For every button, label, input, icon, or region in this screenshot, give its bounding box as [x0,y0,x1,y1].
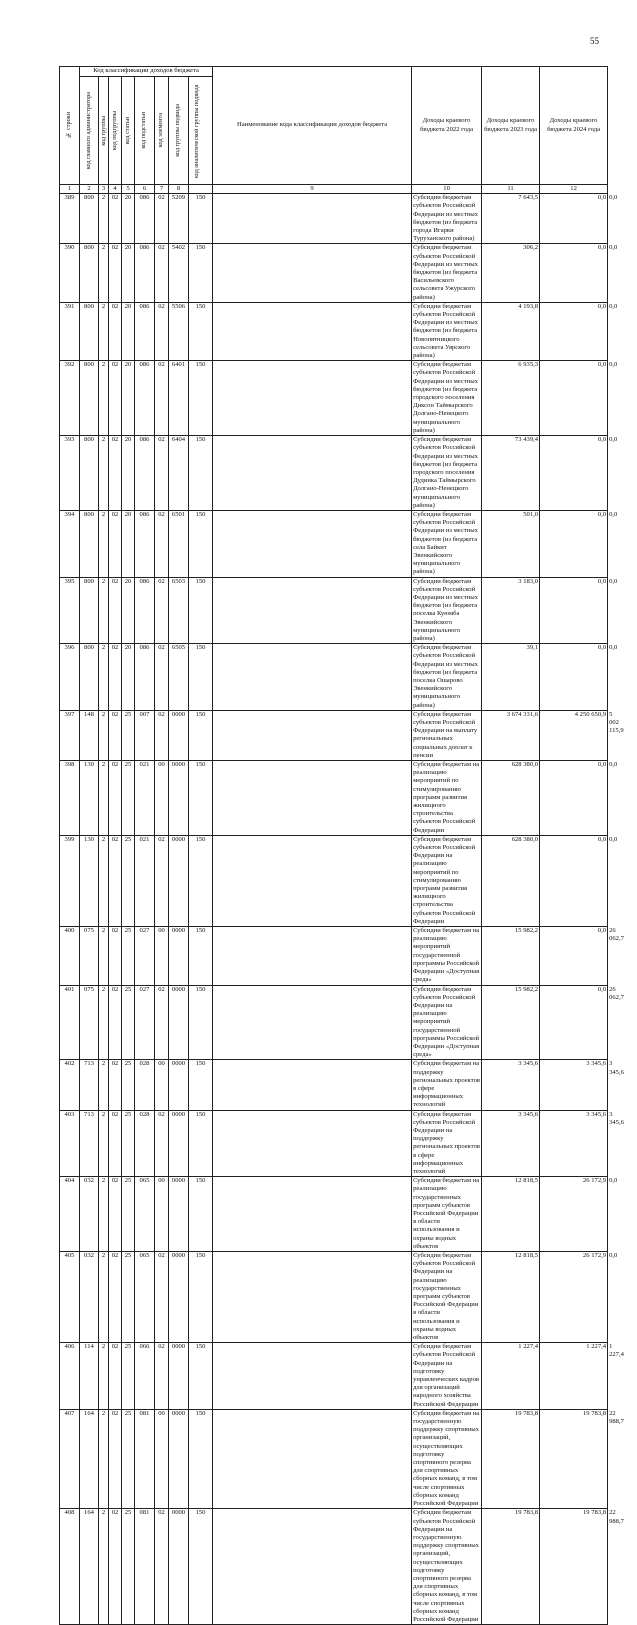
code-cell: 2 [99,194,109,244]
code-cell: 25 [122,1060,135,1110]
code-cell: 150 [189,1060,213,1110]
revenue-2022-cell: 3 345,6 [482,1110,540,1177]
code-cell: 150 [189,194,213,244]
row-number-cell: 392 [60,361,80,436]
revenue-2022-cell: 12 818,5 [482,1252,540,1343]
code-header: код подстатьи [135,77,155,185]
table-row: 406 114 2 02 25 066 02 0000 150 Субсидии бюджетам субъектов Российской Федерации на подготовку управленческих кадров для организаций народного хозяйства Российской Федерации 1 227,4 1 227,4 1 227,4 [60,1343,608,1410]
code-cell: 0000 [169,835,189,926]
spacer-cell [213,361,412,436]
code-cell: 5402 [169,244,189,302]
name-cell: Субсидии бюджетам на государственную поддержку спортивных организаций, осуществляющих подготовку спортивного резерва для спортивных сборных команд, в том числе спортивных сборных команд Российской Федерации [412,1409,482,1508]
code-cell: 032 [80,1252,99,1343]
spacer-cell [213,927,412,985]
column-number-row: 1 2 3 4 5 6 7 8 9 10 11 12 [60,185,608,194]
code-cell: 6503 [169,577,189,644]
spacer-cell [213,1252,412,1343]
spacer-cell [213,835,412,926]
revenue-2022-cell: 1 227,4 [482,1343,540,1410]
revenue-2023-cell: 0,0 [540,644,608,711]
code-cell: 021 [135,761,155,836]
table-row: 404 032 2 02 25 065 00 0000 150 Субсидии бюджетам на реализацию государственных программ субъектов Российской Федерации в области использования и охраны водных объектов 12 818,5 26 172,9 0,0 [60,1177,608,1252]
code-cell: 02 [109,761,122,836]
table-row: 389 800 2 02 20 086 02 5209 150 Субсидии бюджетам субъектов Российской Федерации из местных бюджетов (из бюджета города Игарки Туруханского района) 7 643,5 0,0 0,0 [60,194,608,244]
code-cell: 02 [109,1252,122,1343]
code-cell: 0000 [169,1343,189,1410]
revenue-2022-cell: 15 982,2 [482,927,540,985]
code-cell: 086 [135,644,155,711]
code-cell: 086 [135,577,155,644]
code-cell: 130 [80,761,99,836]
revenue-2023-cell: 0,0 [540,244,608,302]
code-cell: 02 [109,302,122,360]
code-header: код группы подвида [169,77,189,185]
table-row: 403 713 2 02 25 028 02 0000 150 Субсидии бюджетам субъектов Российской Федерации на поддержку региональных проектов в сфере информационных технологий 3 345,6 3 345,6 3 345,6 [60,1110,608,1177]
code-cell: 130 [80,835,99,926]
name-cell: Субсидии бюджетам субъектов Российской Федерации из местных бюджетов (из бюджета городского поселения Дудинка Таймырского Долгано-Ненецкого муниципального района) [412,436,482,511]
row-number-cell: 402 [60,1060,80,1110]
code-cell: 02 [155,1252,169,1343]
code-cell: 713 [80,1060,99,1110]
code-cell: 075 [80,927,99,985]
code-cell: 25 [122,1509,135,1625]
row-number-cell: 397 [60,710,80,760]
revenue-2023-cell: 0,0 [540,577,608,644]
code-cell: 02 [109,194,122,244]
code-cell: 2 [99,302,109,360]
name-header: Наименование кода классификации доходов бюджета [213,67,412,185]
code-cell: 02 [155,361,169,436]
code-cell: 150 [189,985,213,1060]
code-header: код группы [99,77,109,185]
name-cell: Субсидии бюджетам субъектов Российской Федерации из местных бюджетов (из бюджета города Игарки Туруханского района) [412,194,482,244]
code-cell: 021 [135,835,155,926]
code-cell: 02 [155,1343,169,1410]
name-cell: Субсидии бюджетам субъектов Российской Федерации из местных бюджетов (из бюджета городского поселения Диксон Таймырского Долгано-Ненецкого муниципального района) [412,361,482,436]
code-cell: 086 [135,194,155,244]
code-cell: 25 [122,761,135,836]
code-cell: 25 [122,1252,135,1343]
code-cell: 086 [135,436,155,511]
name-cell: Субсидии бюджетам субъектов Российской Федерации из местных бюджетов (из бюджета Новопятницкого сельсовета Уярского района) [412,302,482,360]
spacer-cell [213,510,412,577]
row-number-cell: 394 [60,510,80,577]
revenue-2022-cell: 3 345,6 [482,1060,540,1110]
code-cell: 20 [122,244,135,302]
code-cell: 800 [80,244,99,302]
code-cell: 02 [155,436,169,511]
code-cell: 2 [99,710,109,760]
classification-header: Код классификации доходов бюджета [80,67,213,77]
revenue-2022-cell: 6 935,3 [482,361,540,436]
code-cell: 2 [99,761,109,836]
row-number-header: № строки [60,67,80,185]
code-cell: 20 [122,577,135,644]
code-cell: 800 [80,577,99,644]
revenue-2024-header: Доходы краевого бюджета 2024 года [540,67,608,185]
code-cell: 5209 [169,194,189,244]
code-header: код элемента [155,77,169,185]
revenue-2023-cell: 0,0 [540,302,608,360]
name-cell: Субсидии бюджетам субъектов Российской Федерации на государственную поддержку спортивных организаций, осуществляющих подготовку спортивного резерва для спортивных сборных команд, в том числе спортивных сборных команд Российской Федерации [412,1509,482,1625]
code-cell: 00 [155,761,169,836]
revenue-2023-cell: 19 783,8 [540,1409,608,1508]
code-cell: 028 [135,1110,155,1177]
code-cell: 800 [80,194,99,244]
spacer-cell [213,1110,412,1177]
code-cell: 6505 [169,644,189,711]
code-cell: 02 [155,1110,169,1177]
row-number-cell: 389 [60,194,80,244]
code-cell: 02 [109,244,122,302]
code-cell: 20 [122,302,135,360]
budget-revenue-table [59,66,624,1625]
revenue-2022-cell: 19 783,8 [482,1509,540,1625]
code-cell: 2 [99,361,109,436]
spacer-cell [213,577,412,644]
table-row: 400 075 2 02 25 027 00 0000 150 Субсидии бюджетам на реализацию мероприятий государственной программы Российской Федерации «Доступная среда» 15 982,2 0,0 26 062,7 [60,927,608,985]
code-cell: 02 [109,644,122,711]
code-cell: 150 [189,302,213,360]
code-cell: 0000 [169,1252,189,1343]
code-cell: 6501 [169,510,189,577]
revenue-2022-cell: 19 783,8 [482,1409,540,1508]
code-cell: 150 [189,1110,213,1177]
code-cell: 00 [155,1409,169,1508]
code-cell: 25 [122,927,135,985]
code-cell: 150 [189,361,213,436]
revenue-2022-cell: 628 380,0 [482,761,540,836]
code-cell: 2 [99,510,109,577]
code-cell: 00 [155,927,169,985]
row-number-cell: 399 [60,835,80,926]
table-row: 393 800 2 02 20 086 02 6404 150 Субсидии бюджетам субъектов Российской Федерации из местных бюджетов (из бюджета городского поселения Дудинка Таймырского Долгано-Ненецкого муниципального района) 73 439,4 0,0 0,0 [60,436,608,511]
code-cell: 2 [99,1509,109,1625]
table-row: 394 800 2 02 20 086 02 6501 150 Субсидии бюджетам субъектов Российской Федерации из местных бюджетов (из бюджета села Байкит Эвенкийского муниципального района) 501,0 0,0 0,0 [60,510,608,577]
table-row: 398 130 2 02 25 021 00 0000 150 Субсидии бюджетам на реализацию мероприятий по стимулированию программ развития жилищного строительства субъектов Российской Федерации 628 380,0 0,0 0,0 [60,761,608,836]
table-row: 390 800 2 02 20 086 02 5402 150 Субсидии бюджетам субъектов Российской Федерации из местных бюджетов (из бюджета Васильевского сельсовета Ужурского района) 306,2 0,0 0,0 [60,244,608,302]
code-cell: 02 [109,510,122,577]
row-number-cell: 395 [60,577,80,644]
code-cell: 114 [80,1343,99,1410]
code-cell: 02 [109,1409,122,1508]
revenue-2023-cell: 0,0 [540,436,608,511]
code-cell: 164 [80,1409,99,1508]
name-cell: Субсидии бюджетам субъектов Российской Федерации на выплату региональных социальных доплат к пенсии [412,710,482,760]
code-cell: 2 [99,1343,109,1410]
table-row: 391 800 2 02 20 086 02 5506 150 Субсидии бюджетам субъектов Российской Федерации из местных бюджетов (из бюджета Новопятницкого сельсовета Уярского района) 4 193,8 0,0 0,0 [60,302,608,360]
code-cell: 2 [99,577,109,644]
name-cell: Субсидии бюджетам субъектов Российской Федерации на реализацию мероприятий по стимулированию программ развития жилищного строительства субъектов Российской Федерации [412,835,482,926]
code-cell: 25 [122,1409,135,1508]
row-number-cell: 391 [60,302,80,360]
code-cell: 2 [99,244,109,302]
row-number-cell: 403 [60,1110,80,1177]
code-cell: 0000 [169,1177,189,1252]
code-cell: 02 [155,710,169,760]
revenue-2023-cell: 0,0 [540,835,608,926]
code-cell: 150 [189,710,213,760]
code-cell: 20 [122,436,135,511]
code-cell: 02 [109,835,122,926]
name-cell: Субсидии бюджетам субъектов Российской Федерации из местных бюджетов (из бюджета села Байкит Эвенкийского муниципального района) [412,510,482,577]
spacer-cell [213,1343,412,1410]
code-cell: 2 [99,927,109,985]
spacer-cell [213,244,412,302]
code-cell: 0000 [169,761,189,836]
table-row: 397 148 2 02 25 007 02 0000 150 Субсидии бюджетам субъектов Российской Федерации на выплату региональных социальных доплат к пенсии 3 674 331,6 4 250 650,9 5 002 115,9 [60,710,608,760]
code-cell: 150 [189,577,213,644]
spacer-cell [213,644,412,711]
code-cell: 0000 [169,1509,189,1625]
code-cell: 800 [80,361,99,436]
code-cell: 02 [109,1060,122,1110]
code-cell: 5506 [169,302,189,360]
code-cell: 02 [155,302,169,360]
revenue-2022-header: Доходы краевого бюджета 2022 года [412,67,482,185]
code-cell: 25 [122,1343,135,1410]
revenue-2022-cell: 4 193,8 [482,302,540,360]
spacer-cell [213,1060,412,1110]
code-cell: 148 [80,710,99,760]
code-cell: 800 [80,644,99,711]
code-cell: 065 [135,1252,155,1343]
code-cell: 800 [80,510,99,577]
spacer-cell [213,194,412,244]
revenue-2023-cell: 0,0 [540,194,608,244]
code-cell: 25 [122,835,135,926]
row-number-cell: 407 [60,1409,80,1508]
row-number-cell: 408 [60,1509,80,1625]
code-cell: 25 [122,710,135,760]
code-cell: 007 [135,710,155,760]
revenue-2022-cell: 306,2 [482,244,540,302]
revenue-2022-cell: 3 183,0 [482,577,540,644]
name-cell: Субсидии бюджетам субъектов Российской Федерации на реализацию государственных программ субъектов Российской Федерации в области использования и охраны водных объектов [412,1252,482,1343]
code-cell: 02 [155,577,169,644]
revenue-2022-cell: 15 982,2 [482,985,540,1060]
code-cell: 02 [109,1509,122,1625]
name-cell: Субсидии бюджетам субъектов Российской Федерации на поддержку региональных проектов в сфере информационных технологий [413,1110,480,1175]
code-cell: 0000 [169,985,189,1060]
spacer-cell [213,710,412,760]
code-cell: 032 [80,1177,99,1252]
revenue-2023-cell: 0,0 [540,761,608,836]
code-cell: 0000 [169,927,189,985]
spacer-cell [213,1177,412,1252]
name-cell: Субсидии бюджетам на реализацию мероприятий по стимулированию программ развития жилищного строительства субъектов Российской Федерации [412,761,482,836]
code-cell: 2 [99,1060,109,1110]
revenue-2023-cell: 0,0 [540,927,608,985]
code-cell: 150 [189,644,213,711]
name-cell: Субсидии бюджетам на реализацию государственных программ субъектов Российской Федерации в области использования и охраны водных объектов [412,1177,482,1252]
name-cell: Субсидии бюджетам на поддержку региональных проектов в сфере информационных технологий [413,1060,480,1109]
table-row: 407 164 2 02 25 081 00 0000 150 Субсидии бюджетам на государственную поддержку спортивных организаций, осуществляющих подготовку спортивного резерва для спортивных сборных команд, в том числе спортивных сборных команд Российской Федерации 19 783,8 19 783,8 22 988,7 [60,1409,608,1508]
code-cell: 2 [99,644,109,711]
code-cell: 150 [189,244,213,302]
revenue-2022-cell: 3 674 331,6 [482,710,540,760]
page-number: 55 [590,36,599,46]
row-number-cell: 393 [60,436,80,511]
code-cell: 150 [189,1509,213,1625]
revenue-2023-cell: 1 227,4 [540,1343,608,1410]
spacer-cell [213,985,412,1060]
revenue-2023-cell: 26 172,9 [540,1252,608,1343]
row-number-cell: 400 [60,927,80,985]
code-cell: 800 [80,436,99,511]
revenue-2023-cell: 0,0 [540,361,608,436]
revenue-2023-cell: 26 172,9 [540,1177,608,1252]
revenue-2023-cell: 19 783,8 [540,1509,608,1625]
code-cell: 20 [122,361,135,436]
table-row: 392 800 2 02 20 086 02 6401 150 Субсидии бюджетам субъектов Российской Федерации из местных бюджетов (из бюджета городского поселения Диксон Таймырского Долгано-Ненецкого муниципального района) 6 935,3 0,0 0,0 [60,361,608,436]
code-cell: 02 [109,985,122,1060]
revenue-2022-cell: 39,1 [482,644,540,711]
table-row: 399 130 2 02 25 021 02 0000 150 Субсидии бюджетам субъектов Российской Федерации на реализацию мероприятий по стимулированию программ развития жилищного строительства субъектов Российской Федерации 628 380,0 0,0 0,0 [60,835,608,926]
code-cell: 02 [155,644,169,711]
code-cell: 800 [80,302,99,360]
code-cell: 150 [189,927,213,985]
revenue-2022-cell: 73 439,4 [482,436,540,511]
table-row: 402 713 2 02 25 028 00 0000 150 Субсидии бюджетам на поддержку региональных проектов в сфере информационных технологий 3 345,6 3 345,6 3 345,6 [60,1060,608,1110]
table-row: 401 075 2 02 25 027 02 0000 150 Субсидии бюджетам субъектов Российской Федерации на реализацию мероприятий государственной программы Российской Федерации «Доступная среда» 15 982,2 0,0 26 062,7 [60,985,608,1060]
spacer-cell [213,1409,412,1508]
code-cell: 02 [155,835,169,926]
code-cell: 086 [135,361,155,436]
table-row: 396 800 2 02 20 086 02 6505 150 Субсидии бюджетам субъектов Российской Федерации из местных бюджетов (из бюджета поселка Ошарово Эвенкийского муниципального района) 39,1 0,0 0,0 [60,644,608,711]
code-cell: 20 [122,644,135,711]
code-cell: 2 [99,1177,109,1252]
revenue-2023-cell: 3 345,6 [540,1110,608,1177]
table-row: 405 032 2 02 25 065 02 0000 150 Субсидии бюджетам субъектов Российской Федерации на реализацию государственных программ субъектов Российской Федерации в области использования и охраны водных объектов 12 818,5 26 172,9 0,0 [60,1252,608,1343]
revenue-2022-cell: 12 818,5 [482,1177,540,1252]
code-cell: 027 [135,985,155,1060]
code-cell: 02 [109,1343,122,1410]
code-cell: 20 [122,510,135,577]
code-cell: 2 [99,835,109,926]
code-cell: 086 [135,302,155,360]
spacer-cell [213,761,412,836]
code-header: код подгруппы [109,77,122,185]
code-cell: 02 [109,710,122,760]
name-cell: Субсидии бюджетам субъектов Российской Федерации из местных бюджетов (из бюджета Васильевского сельсовета Ужурского района) [412,244,482,302]
revenue-2023-header: Доходы краевого бюджета 2023 года [482,67,540,185]
table-row: 395 800 2 02 20 086 02 6503 150 Субсидии бюджетам субъектов Российской Федерации из местных бюджетов (из бюджета поселка Куюмба Эвенкийского муниципального района) 3 183,0 0,0 0,0 [60,577,608,644]
code-cell: 150 [189,436,213,511]
code-cell: 150 [189,510,213,577]
table-row: 408 164 2 02 25 081 02 0000 150 Субсидии бюджетам субъектов Российской Федерации на государственную поддержку спортивных организаций, осуществляющих подготовку спортивного резерва для спортивных сборных команд, в том числе спортивных сборных команд Российской Федерации 19 783,8 19 783,8 22 988,7 [60,1509,608,1625]
code-cell: 2 [99,1409,109,1508]
revenue-2022-cell: 501,0 [482,510,540,577]
code-cell: 150 [189,1252,213,1343]
spacer-cell [213,302,412,360]
code-cell: 02 [155,985,169,1060]
code-cell: 713 [80,1110,99,1177]
name-cell: Субсидии бюджетам субъектов Российской Федерации из местных бюджетов (из бюджета поселка Ошарово Эвенкийского муниципального района) [412,644,482,711]
code-cell: 150 [189,1409,213,1508]
code-cell: 0000 [169,1060,189,1110]
row-number-cell: 404 [60,1177,80,1252]
code-cell: 02 [109,577,122,644]
revenue-2023-cell: 3 345,6 [540,1060,608,1110]
code-cell: 0000 [169,1110,189,1177]
code-header: код статьи [122,77,135,185]
code-cell: 02 [109,361,122,436]
code-cell: 081 [135,1409,155,1508]
revenue-2022-cell: 7 643,5 [482,194,540,244]
code-cell: 075 [80,985,99,1060]
code-cell: 02 [155,1509,169,1625]
name-cell: Субсидии бюджетам на реализацию мероприятий государственной программы Российской Федерации «Доступная среда» [412,927,482,985]
code-cell: 150 [189,761,213,836]
row-number-cell: 406 [60,1343,80,1410]
code-cell: 150 [189,835,213,926]
code-cell: 02 [155,244,169,302]
code-header: код главного администратора [80,77,99,185]
revenue-2022-cell: 628 380,0 [482,835,540,926]
code-cell: 065 [135,1177,155,1252]
code-cell: 150 [189,1343,213,1410]
code-cell: 00 [155,1177,169,1252]
code-cell: 086 [135,510,155,577]
code-cell: 164 [80,1509,99,1625]
code-cell: 20 [122,194,135,244]
row-number-cell: 401 [60,985,80,1060]
code-cell: 25 [122,1177,135,1252]
revenue-2023-cell: 4 250 650,9 [540,710,608,760]
code-cell: 02 [109,436,122,511]
code-cell: 25 [122,985,135,1060]
code-cell: 081 [135,1509,155,1625]
spacer-cell [213,1509,412,1625]
code-cell: 2 [99,985,109,1060]
code-cell: 02 [109,1177,122,1252]
code-cell: 066 [135,1343,155,1410]
name-cell: Субсидии бюджетам субъектов Российской Федерации на реализацию мероприятий государственной программы Российской Федерации «Доступная среда» [412,985,482,1060]
row-number-cell: 396 [60,644,80,711]
code-cell: 2 [99,1252,109,1343]
code-cell: 00 [155,1060,169,1110]
code-cell: 2 [99,436,109,511]
revenue-2023-cell: 0,0 [540,985,608,1060]
code-cell: 028 [135,1060,155,1110]
code-cell: 02 [155,510,169,577]
code-cell: 2 [99,1110,109,1177]
code-cell: 0000 [169,1409,189,1508]
code-header: код аналитической группы подвида [189,77,213,185]
code-cell: 027 [135,927,155,985]
code-cell: 25 [122,1110,135,1177]
code-cell: 02 [109,927,122,985]
code-cell: 150 [189,1177,213,1252]
spacer-cell [213,436,412,511]
code-cell: 086 [135,244,155,302]
revenue-2023-cell: 0,0 [540,510,608,577]
code-cell: 6404 [169,436,189,511]
name-cell: Субсидии бюджетам субъектов Российской Федерации на подготовку управленческих кадров для организаций народного хозяйства Российской Федерации [412,1343,482,1410]
code-cell: 0000 [169,710,189,760]
code-cell: 02 [109,1110,122,1177]
name-cell: Субсидии бюджетам субъектов Российской Федерации из местных бюджетов (из бюджета поселка Куюмба Эвенкийского муниципального района) [412,577,482,644]
row-number-cell: 390 [60,244,80,302]
row-number-cell: 405 [60,1252,80,1343]
code-cell: 6401 [169,361,189,436]
row-number-cell: 398 [60,761,80,836]
code-cell: 02 [155,194,169,244]
